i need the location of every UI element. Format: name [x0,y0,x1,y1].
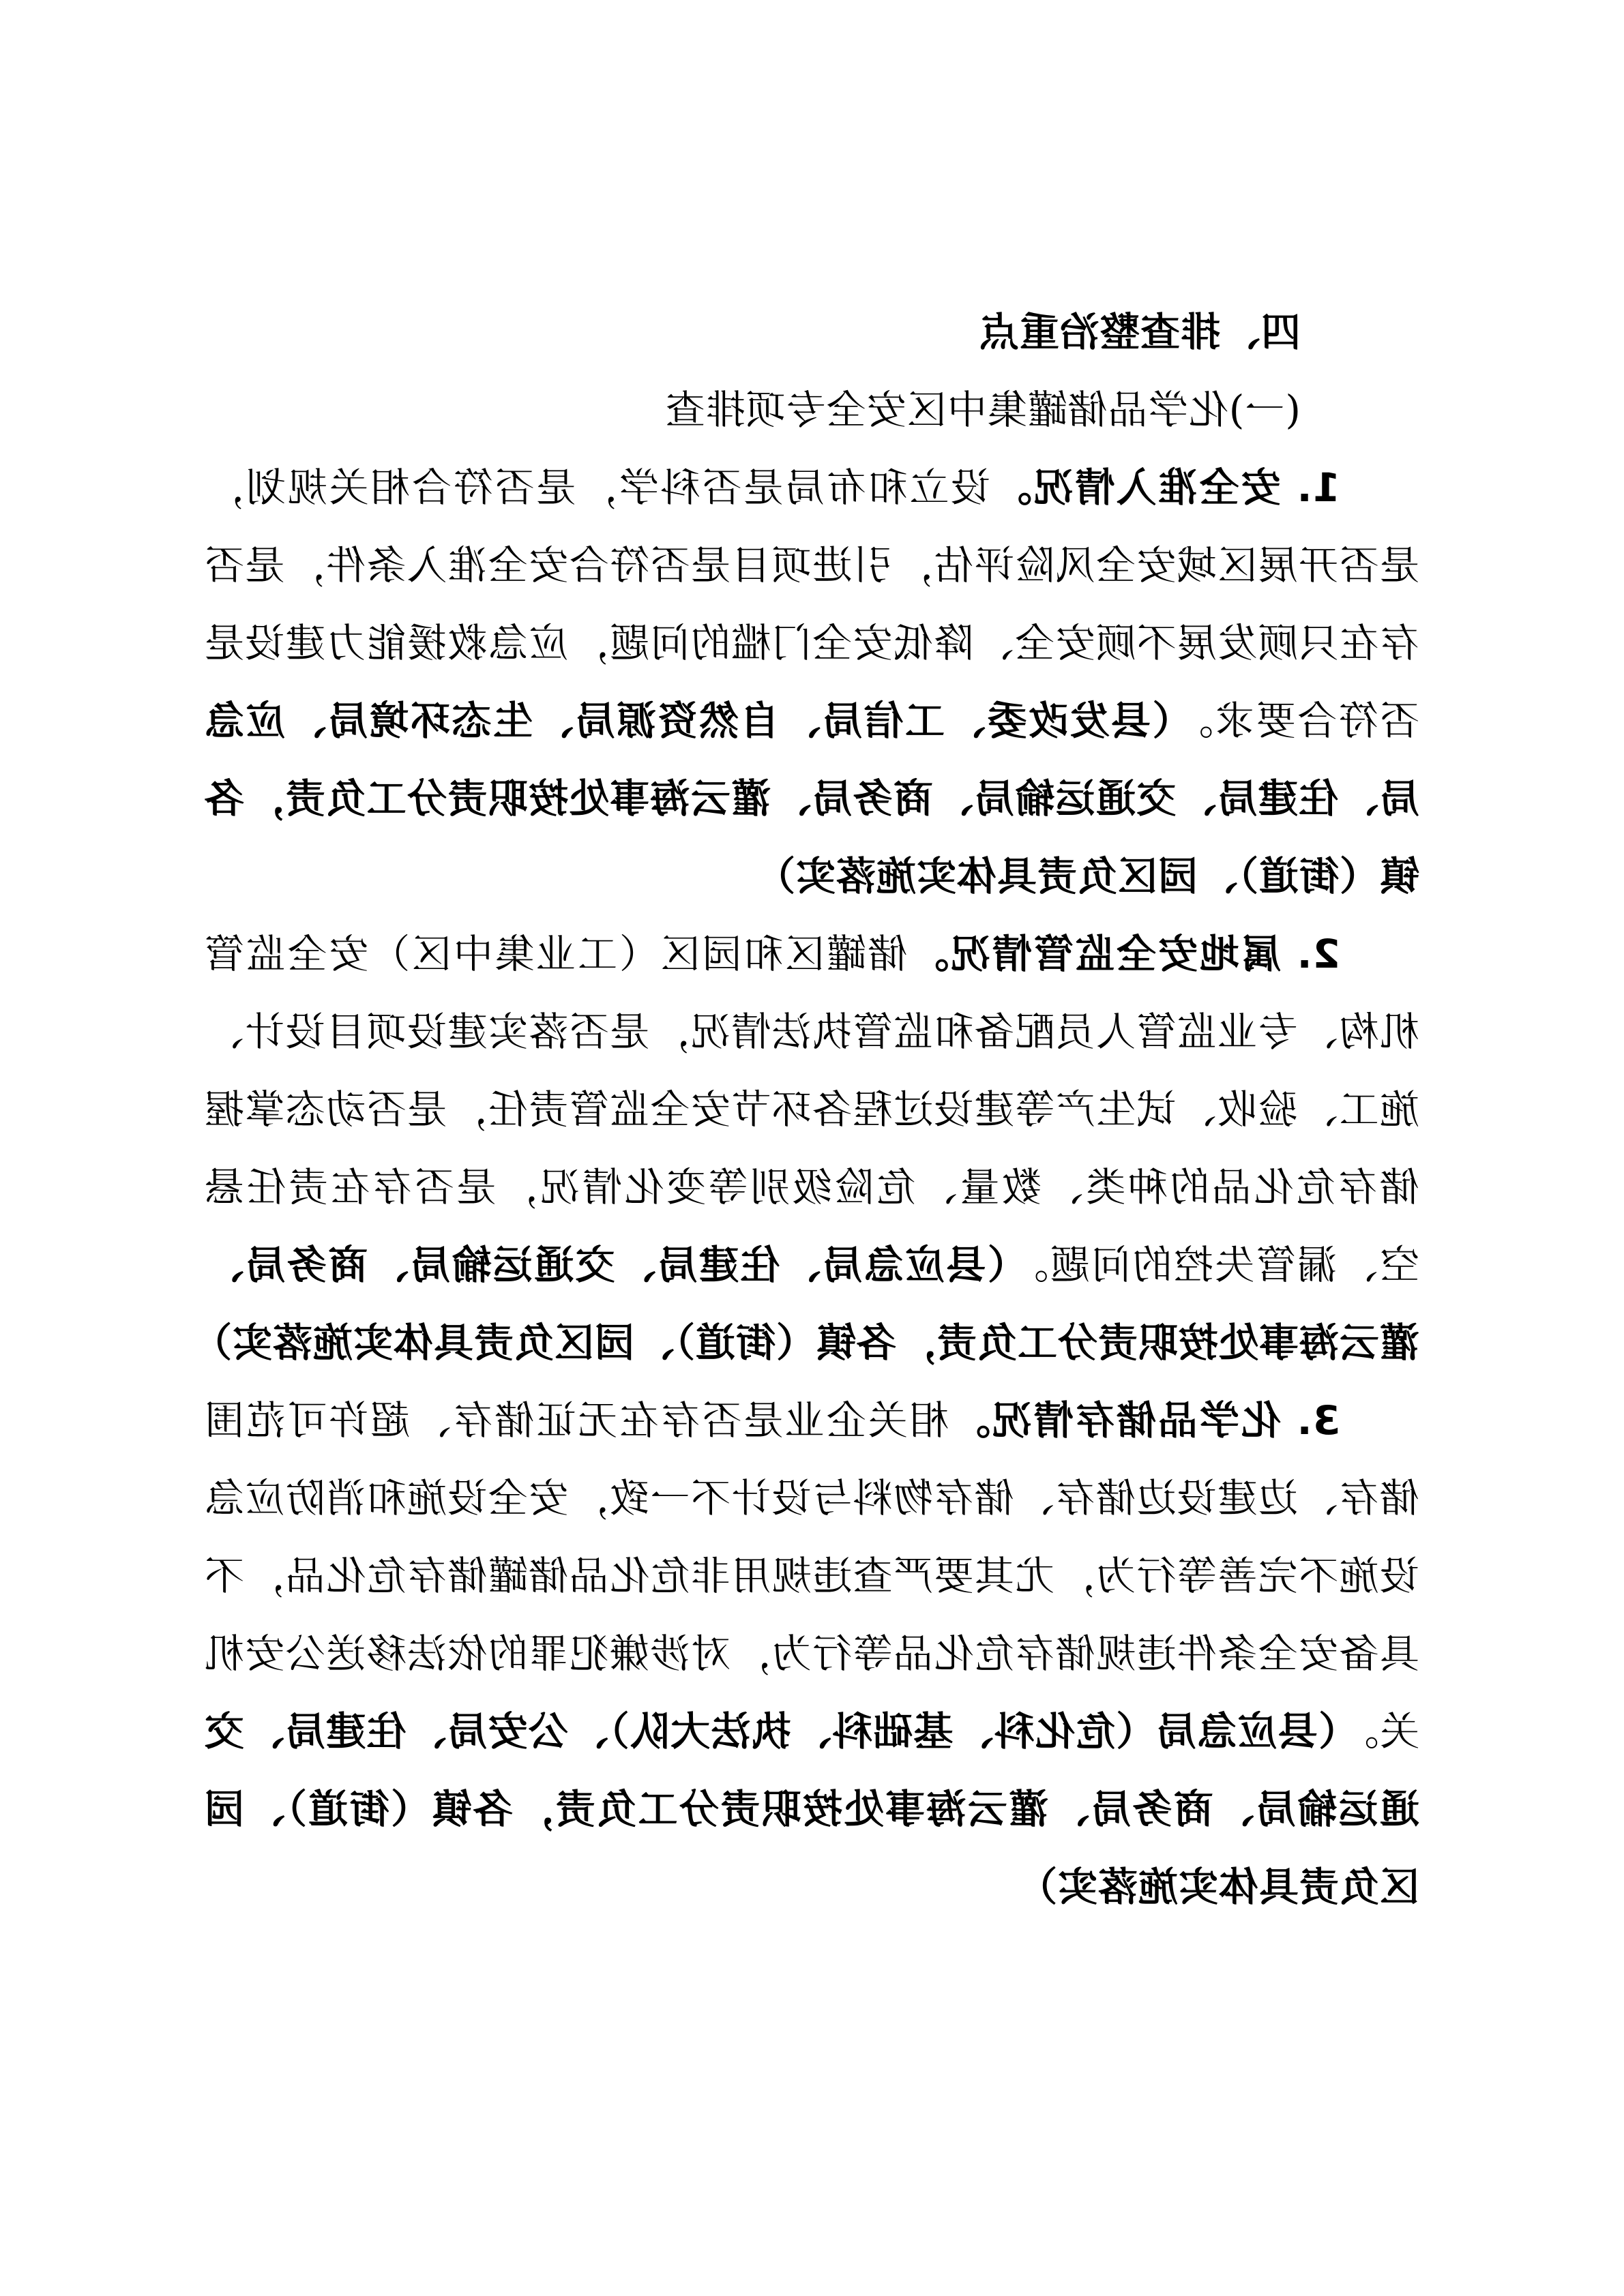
paragraph-1 [204,449,1419,915]
paragraph-3-lead: 3. 化学品储存情况。 [949,1397,1340,1444]
paragraph-2 [191,915,1419,1382]
section-heading: 四、排查整治重点 [978,309,1301,355]
subsection-heading: (一)化学品储罐集中区安全专项排查 [664,387,1301,433]
paragraph-1-lead: 1. 安全准入情况。 [990,464,1340,511]
paragraph-1-body: 设立和布局是否科学，是否符合相关规划，是否开展区域安全风险评估，引进项目是否符合安全准入条件，是否存在只顾发展不顾安全、降低安全门槛的问题，应急救援能力建设是否符合要求。 [204,464,1419,744]
paragraph-3-body: 相关企业是否存在无证储存、超许可范围储存、边建设边储存、储存物料与设计不一致，安全设施和消防应急设施不完善等行为，尤其要严查违规用非危化品储罐储存危化品，不具备安全条件违规储存危化品等行为，对涉嫌犯罪的依法移送公安机关。 [204,1397,1419,1755]
paragraph-3 [204,1382,1419,1926]
document-body [191,293,1419,1926]
paragraph-2-responsibility: （县应急局、住建局、交通运输局、商务局、灌云海事处按职责分工负责，各镇（街道）、园区负责具体实施落实） [191,1242,1419,1366]
paragraph-1-responsibility: （县发改委、工信局、自然资源局、生态环境局、应急局、住建局、交通运输局、商务局、灌云海事处按职责分工负责，各镇（街道）、园区负责具体实施落实） [204,698,1419,899]
paragraph-3-responsibility: （县应急局（危化科、基础科、执法大队）、公安局、住建局、交通运输局、商务局、灌云海事处按职责分工负责，各镇（街道）、园区负责具体实施落实） [204,1708,1419,1910]
paragraph-2-body: 储罐区和园区（工业集中区）安全监管机构、专业监管人员配备和监管执法情况，是否落实建设项目设计、施工、验收、试生产等建设过程各环节安全监管责任，是否动态掌握储存危化品的种类、数量、危险级别等变化情况，是否存在责任悬空、漏管失控的问题。 [204,931,1419,1288]
paragraph-2-lead: 2. 属地安全监管情况。 [907,931,1340,977]
